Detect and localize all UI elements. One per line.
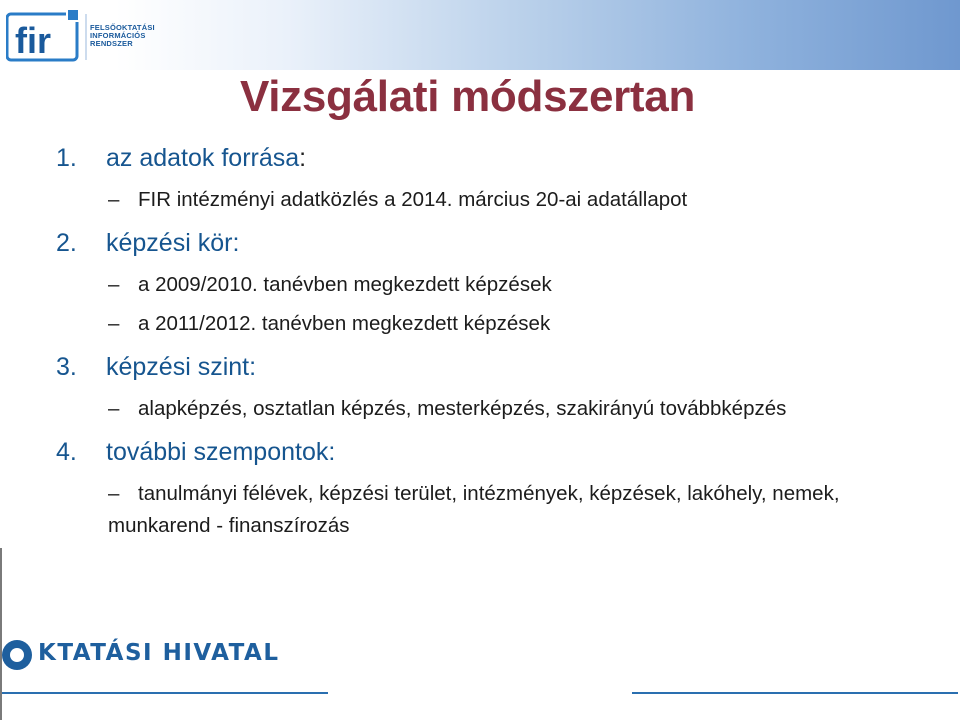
section-number: 3. [56,353,77,381]
slide-title: Vizsgálati módszertan [240,72,696,121]
logo-line-2: INFORMÁCIÓS [90,31,146,40]
item-text: FIR intézményi adatközlés a 2014. március 20-ai adatállapot [138,188,688,211]
section-label: képzési szint: [106,353,257,381]
item-text: a 2009/2010. tanévben megkezdett képzések [138,273,552,296]
section-number: 2. [56,229,77,257]
section-1-item-1 [108,188,687,212]
section-label: képzési kör: [106,229,240,257]
footer-rule-left [2,692,328,694]
section-2-item-1 [108,273,552,297]
section-number: 4. [56,438,77,466]
dash-bullet: – [108,312,120,335]
dash-bullet: – [108,273,120,296]
section-4-heading [56,438,335,467]
item-text: alapképzés, osztatlan képzés, mesterképzés, szakirányú továbbképzés [138,397,787,420]
section-2-item-2 [108,312,550,336]
dash-bullet: – [108,397,120,420]
logo-caption [90,24,155,48]
section-3-heading [56,353,256,382]
section-colon: : [299,144,307,172]
logo-circle-inner-icon [10,648,24,662]
section-label: az adatok forrása [106,144,300,172]
section-label: további szempontok: [106,438,336,466]
dash-bullet: – [108,188,120,211]
section-2-heading [56,229,239,258]
section-3-item-1 [108,397,786,421]
item-text: tanulmányi félévek, képzési terület, intézmények, képzések, lakóhely, nemek, munkarend - finanszírozás [108,482,840,537]
section-4-item-1 [108,478,898,542]
fir-logo [6,6,156,64]
section-number: 1. [56,144,77,172]
item-text: a 2011/2012. tanévben megkezdett képzések [138,312,551,335]
footer-rule-right [632,692,958,694]
left-edge-line [0,548,2,720]
logo-mark-text: fir [15,20,51,61]
logo-line-1: FELSŐOKTATÁSI [90,23,155,32]
footer-brand: KTATÁSI HIVATAL [38,640,280,666]
dash-bullet: – [108,482,120,505]
logo-line-3: RENDSZER [90,39,133,48]
section-1-heading [56,144,306,173]
